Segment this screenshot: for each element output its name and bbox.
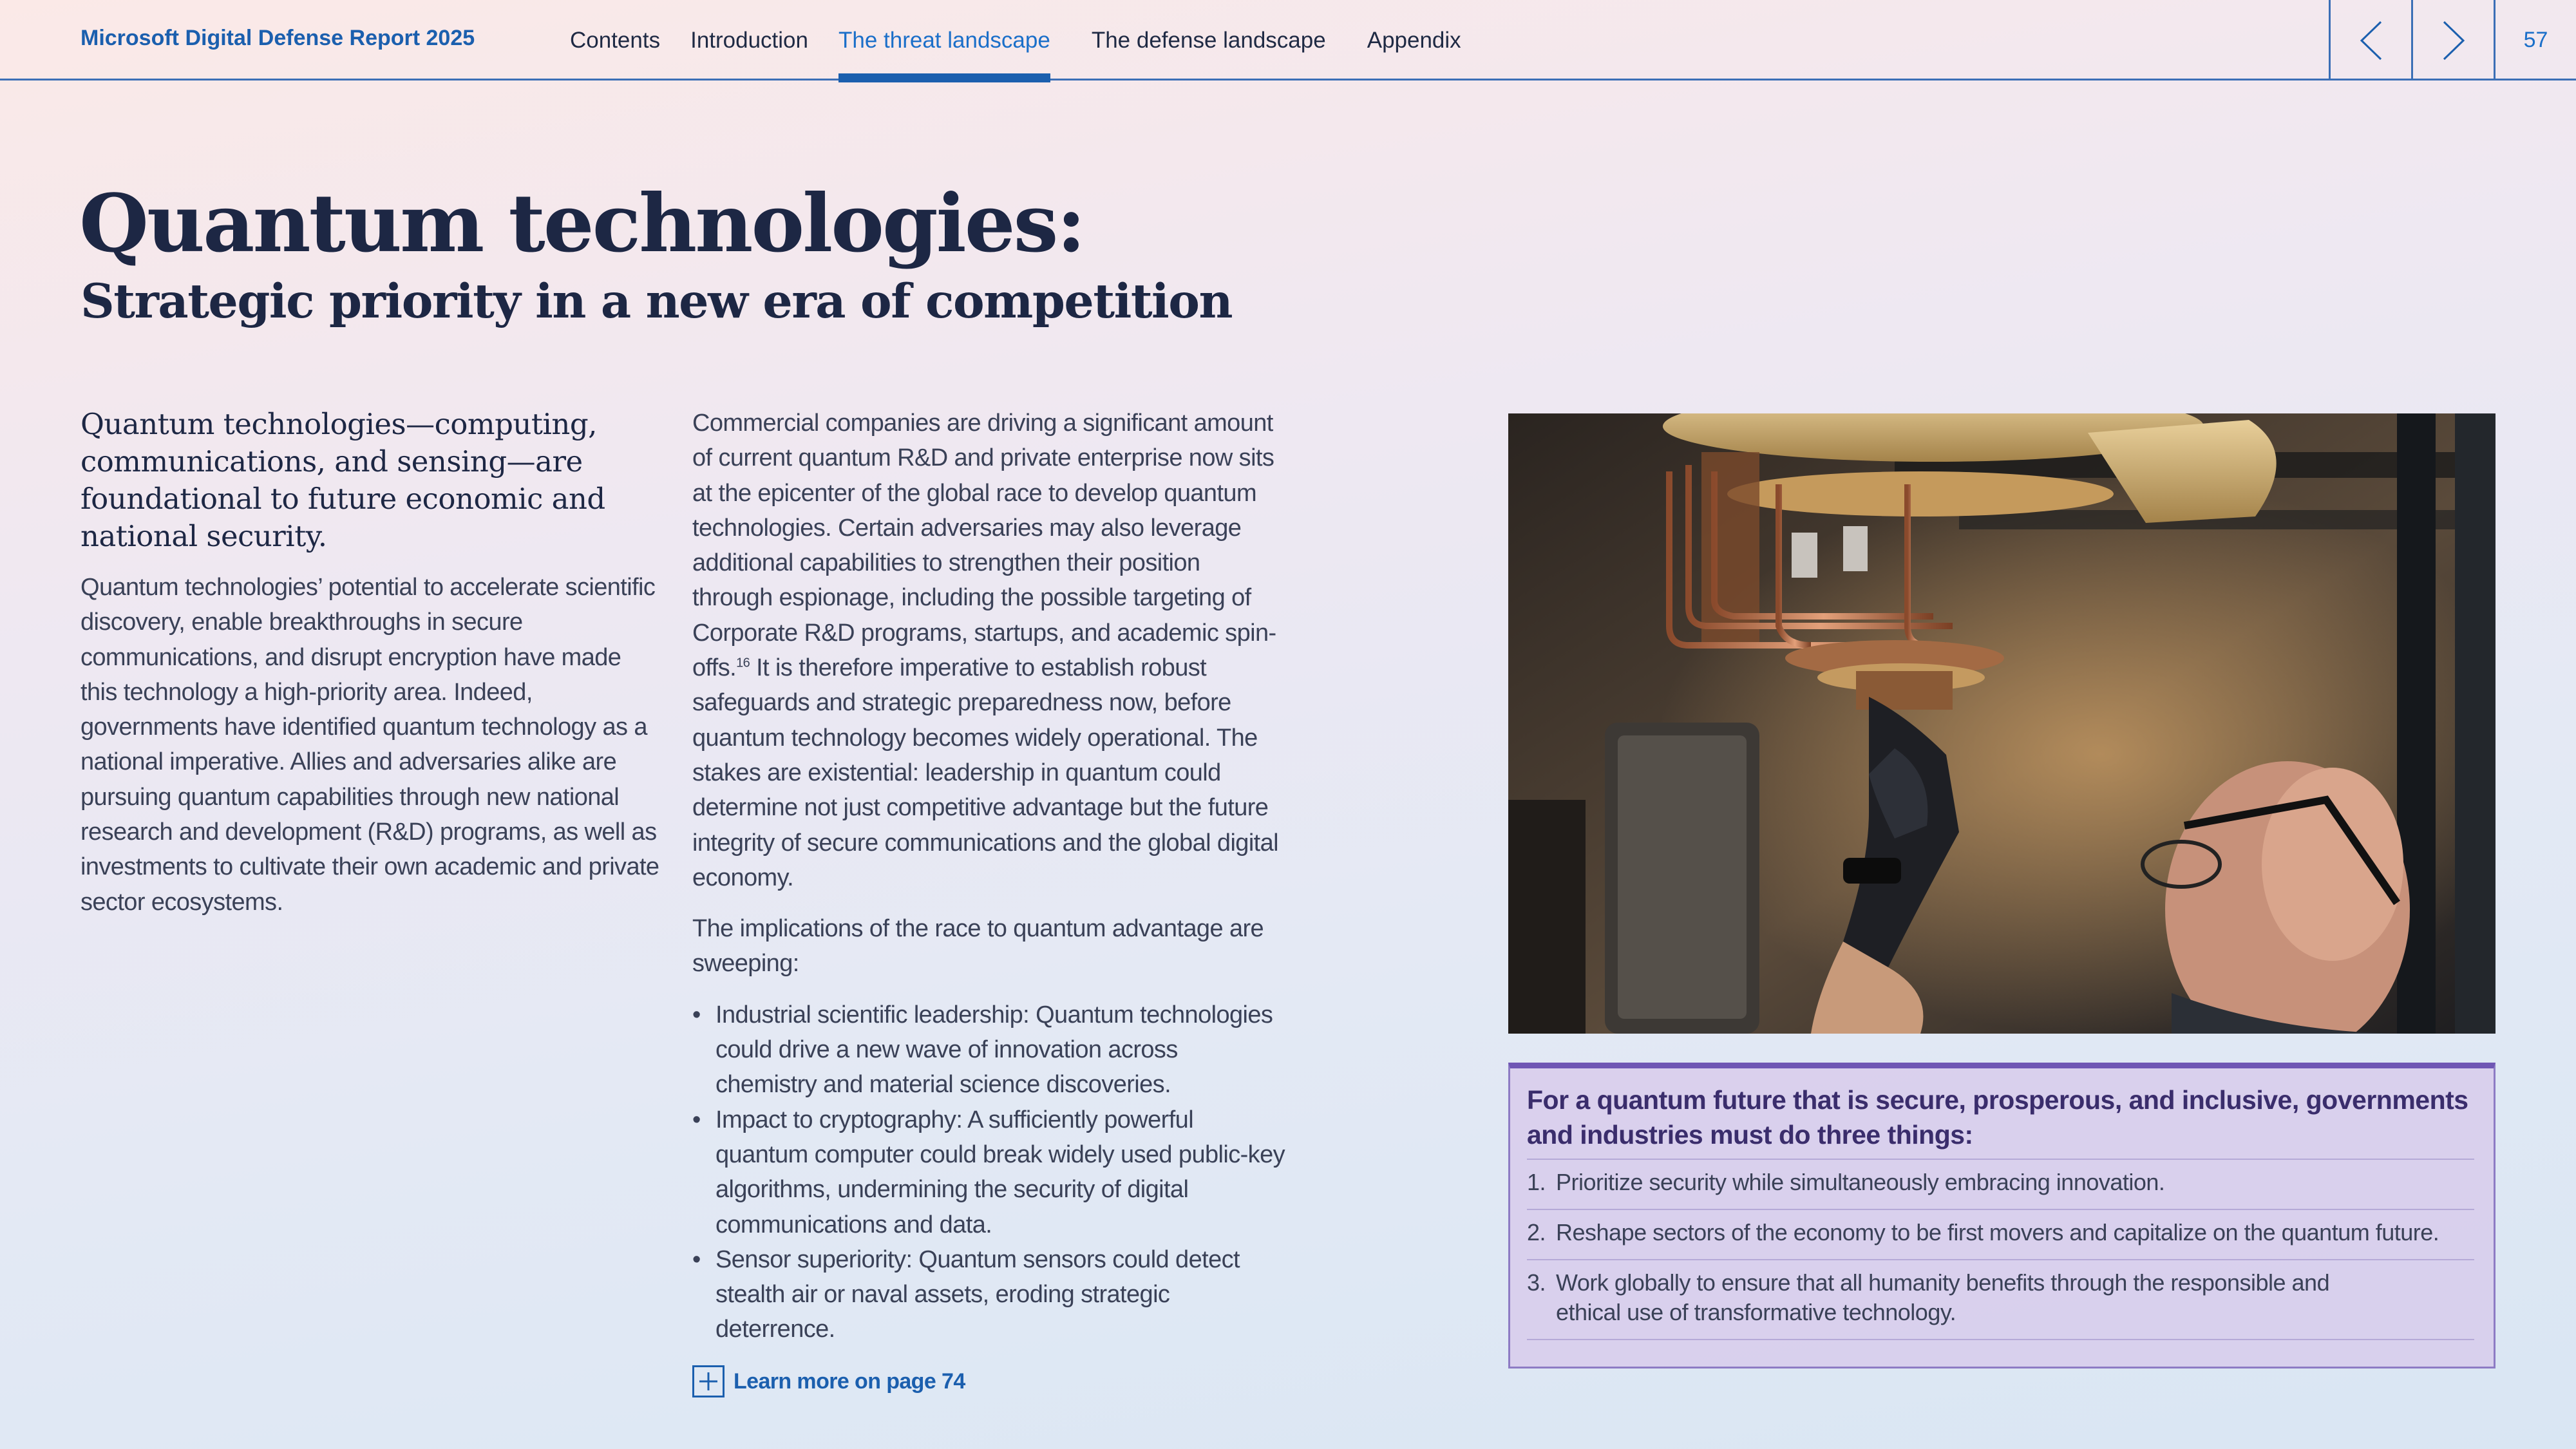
callout-item-3	[1527, 1259, 2474, 1340]
nav-defense-landscape[interactable]: The defense landscape	[1091, 27, 1326, 53]
callout-heading: For a quantum future that is secure, prosperous, and inclusive, governments and industries must do three things:	[1527, 1085, 2468, 1150]
page-subtitle: Strategic priority in a new era of competition	[80, 274, 1233, 329]
footnote-ref[interactable]: 16	[736, 656, 750, 670]
implications-paragraph: The implications of the race to quantum advantage are sweeping:	[692, 915, 1264, 978]
page-title: Quantum technologies:	[79, 177, 1084, 270]
plus-icon	[692, 1365, 724, 1397]
learn-more-link[interactable]	[692, 1364, 1285, 1399]
callout-item-text: Reshape sectors of the economy to be first movers and capitalize on the quantum future.	[1556, 1219, 2439, 1245]
page-number: 57	[2494, 0, 2576, 80]
chevron-left-icon	[2356, 19, 2386, 62]
nav-threat-landscape[interactable]: The threat landscape	[838, 0, 1050, 80]
lead-paragraph: Quantum technologies—computing, communications, and sensing—are foundational to future economic and national security.	[80, 407, 605, 553]
nav-introduction[interactable]: Introduction	[690, 27, 808, 53]
section-nav	[570, 0, 1492, 80]
chevron-right-icon	[2439, 19, 2468, 62]
commercial-paragraph: Commercial companies are driving a significant amount of current quantum R&D and private enterprise now sits at the epicenter of the global race to develop quantum technologies. Certain adversaries may also leverage additional capabilities to strengthen their position through espionage, including the possible targeting of Corporate R&D programs, startups, and academic spin-offs.$^{16}$ It is therefore imperative to establish robust safeguards and strategic preparedness now, before quantum technology becomes widely operational. The stakes are existential: leadership in quantum could determine not just competitive advantage but the future integrity of secure communications and the global digital economy.	[692, 410, 1278, 891]
callout-item-number: 2.	[1527, 1219, 1546, 1245]
three-things-callout	[1508, 1063, 2496, 1368]
next-page-button[interactable]	[2411, 0, 2494, 80]
learn-more-label: Learn more on page 74	[734, 1368, 965, 1394]
main-text-column	[692, 406, 1285, 1399]
previous-page-button[interactable]	[2329, 0, 2411, 80]
callout-item-text: Prioritize security while simultaneously embracing innovation.	[1556, 1169, 2165, 1195]
nav-contents[interactable]: Contents	[570, 27, 661, 53]
callout-item-2	[1527, 1209, 2474, 1259]
callout-item-number: 3.	[1527, 1269, 1546, 1296]
callout-item-text: Work globally to ensure that all humanity benefits through the responsible and ethical use of transformative technology.	[1556, 1269, 2330, 1325]
nav-appendix[interactable]: Appendix	[1367, 27, 1461, 53]
callout-item-1	[1527, 1159, 2474, 1209]
intro-body-text: Quantum technologies’ potential to accelerate scientific discovery, enable breakthroughs in secure communications, and disrupt encryption have made this technology a high-priority area. Indeed, governments have identified quantum technology as a national imperative. Allies and adversaries alike are pursuing quantum capabilities through new national research and development (R&D) programs, as well as investments to cultivate their own academic and private sector ecosystems.	[80, 574, 659, 916]
quantum-computer-photo	[1508, 413, 2496, 1034]
implications-list	[692, 998, 1285, 1347]
callout-item-number: 1.	[1527, 1169, 1546, 1195]
list-item: • Impact to cryptography: A sufficiently powerful quantum computer could break widely used public-key algorithms, undermining the security of digital communications and data.	[692, 1103, 1285, 1242]
list-item: • Industrial scientific leadership: Quantum technologies could drive a new wave of innovation across chemistry and material science discoveries.	[692, 998, 1285, 1103]
list-item: • Sensor superiority: Quantum sensors could detect stealth air or naval assets, eroding strategic deterrence.	[692, 1242, 1285, 1347]
report-title[interactable]: Microsoft Digital Defense Report 2025	[80, 26, 475, 50]
top-navigation-bar	[0, 0, 2576, 80]
